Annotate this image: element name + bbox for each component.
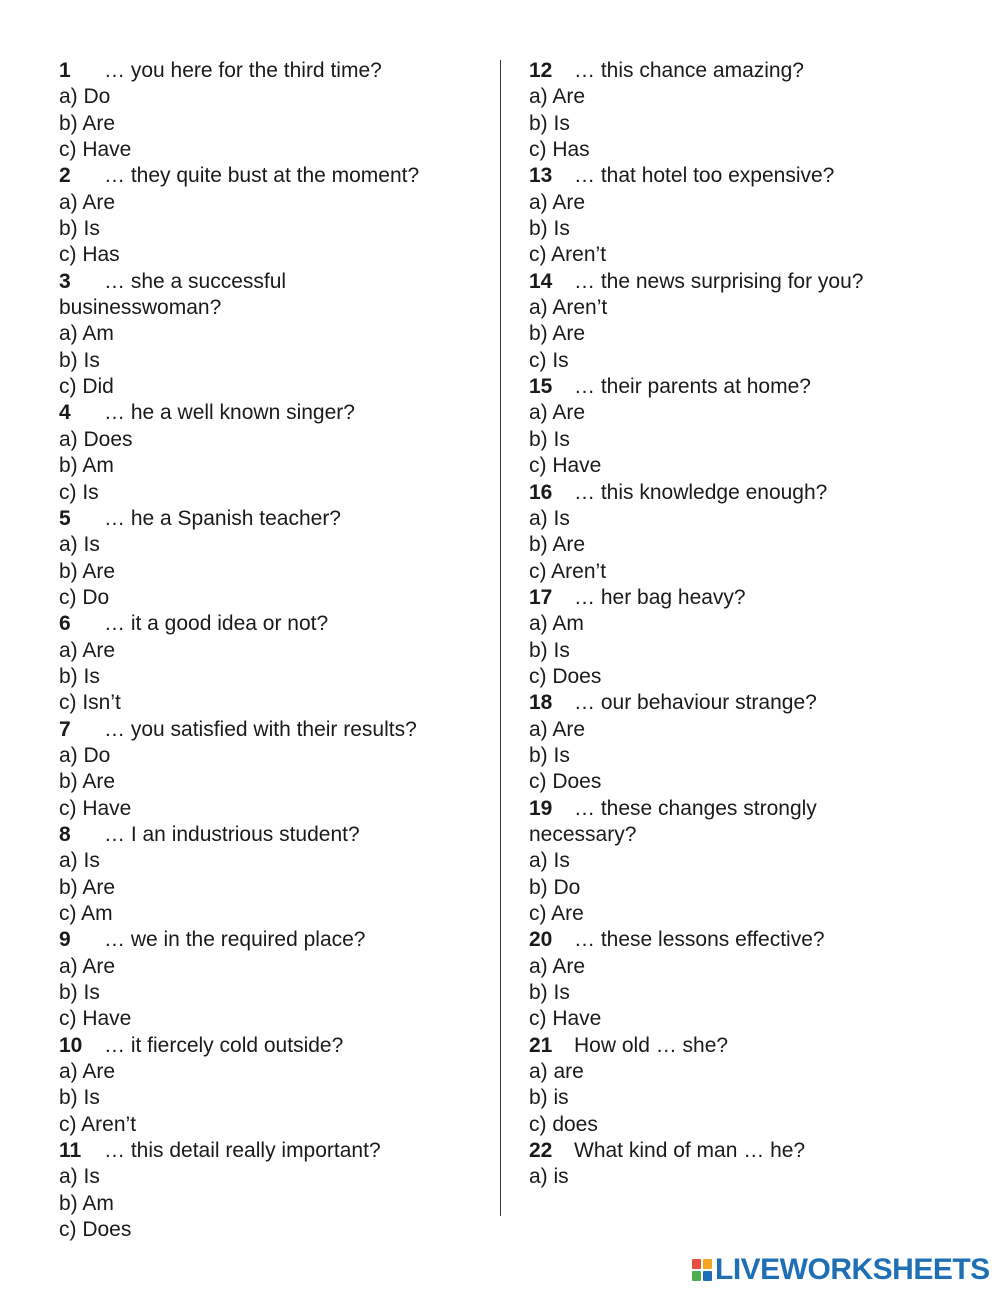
question-14 (529, 269, 949, 295)
answer-option: a) is (529, 1165, 569, 1189)
answer-option: c) Have (59, 1007, 132, 1031)
question-text: … I an industrious student? (104, 822, 360, 846)
answer-option: a) Are (529, 190, 586, 214)
answer-option: c) Does (59, 1218, 132, 1242)
question-12 (529, 58, 949, 84)
column-divider (500, 60, 501, 1216)
question-number: 4 (59, 401, 71, 425)
answer-option: a) Is (59, 533, 100, 557)
question-number: 19 (529, 796, 553, 820)
question-number: 7 (59, 717, 71, 741)
question-text: … it a good idea or not? (104, 612, 329, 636)
question-number: 12 (529, 59, 553, 82)
answer-option: b) Am (59, 1191, 114, 1215)
question-text: … our behaviour strange? (574, 691, 817, 715)
answer-option: c) Has (59, 243, 120, 267)
answer-option: c) Has (529, 138, 590, 162)
question-text: … their parents at home? (574, 375, 811, 399)
answer-option: c) Does (529, 770, 602, 794)
logo-tile-3 (692, 1271, 701, 1281)
answer-option: a) Do (59, 743, 111, 767)
answer-option: b) Are (529, 322, 586, 346)
question-number: 8 (59, 822, 71, 846)
answer-option: b) Is (529, 217, 570, 241)
answer-option: c) Are (529, 902, 584, 925)
answer-option: b) Is (59, 217, 100, 241)
question-9 (59, 927, 479, 953)
answer-option: c) Have (529, 454, 602, 478)
question-7 (59, 717, 479, 743)
question-19 (529, 796, 949, 822)
answer-option: b) Is (529, 111, 570, 135)
question-17 (529, 585, 949, 611)
question-text: … it fiercely cold outside? (104, 1033, 344, 1057)
answer-option: c) Is (59, 480, 99, 504)
question-text-continued: necessary? (529, 822, 637, 846)
question-number: 10 (59, 1033, 83, 1057)
question-text: … he a well known singer? (104, 401, 355, 425)
question-text: … she a successful (104, 269, 287, 293)
answer-option: b) Are (59, 559, 116, 583)
question-number: 5 (59, 506, 71, 530)
answer-option: c) Have (59, 138, 132, 162)
answer-option: a) Is (529, 849, 570, 873)
logo-tile-4 (703, 1271, 712, 1281)
answer-option: c) Have (59, 796, 132, 820)
answer-option: a) are (529, 1060, 584, 1084)
question-3 (59, 269, 479, 295)
question-16 (529, 480, 949, 506)
question-text: … they quite bust at the moment? (104, 164, 420, 188)
question-text: … you here for the third time? (104, 59, 382, 82)
answer-option: a) Aren’t (529, 296, 608, 320)
question-text: … this detail really important? (104, 1139, 381, 1163)
question-number: 11 (59, 1139, 82, 1163)
question-18 (529, 690, 949, 716)
answer-option: b) Is (529, 427, 570, 451)
answer-option: c) Aren’t (59, 1112, 137, 1136)
answer-option: a) Am (59, 322, 114, 346)
question-number: 21 (529, 1033, 553, 1057)
answer-option: a) Are (59, 954, 116, 978)
logo-tile-1 (692, 1259, 701, 1269)
question-text: … her bag heavy? (574, 585, 746, 609)
answer-option: b) Is (529, 743, 570, 767)
left-column (59, 58, 479, 1243)
answer-option: a) Are (529, 401, 586, 425)
question-6 (59, 611, 479, 637)
question-text: … that hotel too expensive? (574, 164, 835, 188)
answer-option: a) Is (529, 506, 570, 530)
answer-option: a) Is (59, 1165, 100, 1189)
question-22 (529, 1138, 949, 1164)
question-number: 17 (529, 585, 553, 609)
question-text: … we in the required place? (104, 928, 366, 952)
answer-option: b) Is (59, 981, 100, 1005)
question-text: … these lessons effective? (574, 928, 825, 952)
question-text: What kind of man … he? (574, 1139, 806, 1163)
question-text: … the news surprising for you? (574, 269, 864, 293)
logo-tile-2 (703, 1259, 712, 1269)
answer-option: a) Are (59, 1060, 116, 1084)
question-number: 14 (529, 269, 553, 293)
question-number: 18 (529, 691, 553, 715)
answer-option: c) Aren’t (529, 559, 607, 583)
liveworksheets-logo-icon (692, 1259, 712, 1281)
answer-option: a) Are (529, 85, 586, 109)
question-text: … this knowledge enough? (574, 480, 828, 504)
answer-option: c) Am (59, 902, 113, 925)
answer-option: a) Are (59, 638, 116, 662)
answer-option: b) Is (529, 981, 570, 1005)
question-10 (59, 1033, 479, 1059)
answer-option: a) Are (529, 954, 586, 978)
liveworksheets-logo (692, 1255, 990, 1285)
answer-option: b) Is (59, 664, 100, 688)
answer-option: b) is (529, 1086, 569, 1110)
question-1 (59, 58, 479, 84)
answer-option: c) Do (59, 585, 110, 609)
answer-option: b) Are (59, 111, 116, 135)
answer-option: a) Is (59, 849, 100, 873)
right-column (529, 58, 949, 1191)
question-text-continued: businesswoman? (59, 296, 222, 320)
question-text: … you satisfied with their results? (104, 717, 417, 741)
answer-option: b) Is (529, 638, 570, 662)
question-15 (529, 374, 949, 400)
question-number: 3 (59, 269, 71, 293)
question-number: 6 (59, 612, 71, 636)
answer-option: b) Do (529, 875, 581, 899)
answer-option: b) Are (59, 875, 116, 899)
answer-option: a) Am (529, 612, 584, 636)
answer-option: c) Have (529, 1007, 602, 1031)
question-number: 9 (59, 928, 71, 952)
question-13 (529, 163, 949, 189)
question-text: How old … she? (574, 1033, 729, 1057)
answer-option: a) Do (59, 85, 111, 109)
question-4 (59, 400, 479, 426)
answer-option: c) Did (59, 375, 114, 399)
answer-option: a) Are (529, 717, 586, 741)
question-21 (529, 1033, 949, 1059)
answer-option: c) Is (529, 348, 569, 372)
answer-option: b) Are (529, 533, 586, 557)
answer-option: b) Is (59, 348, 100, 372)
logo-text: LIVEWORKSHEETS (715, 1253, 990, 1286)
question-20 (529, 927, 949, 953)
answer-option: b) Am (59, 454, 114, 478)
answer-option: b) Are (59, 770, 116, 794)
answer-option: c) Does (529, 664, 602, 688)
answer-option: a) Does (59, 427, 133, 451)
answer-option: c) Isn’t (59, 691, 121, 715)
question-text: … he a Spanish teacher? (104, 506, 341, 530)
question-number: 2 (59, 164, 71, 188)
question-number: 20 (529, 928, 553, 952)
answer-option: c) Aren’t (529, 243, 607, 267)
question-number: 15 (529, 375, 553, 399)
question-5 (59, 506, 479, 532)
answer-option: c) does (529, 1112, 598, 1136)
question-number: 13 (529, 164, 553, 188)
question-number: 22 (529, 1139, 553, 1163)
question-number: 16 (529, 480, 553, 504)
question-text: … this chance amazing? (574, 59, 804, 82)
question-2 (59, 163, 479, 189)
answer-option: b) Is (59, 1086, 100, 1110)
answer-option: a) Are (59, 190, 116, 214)
question-text: … these changes strongly (574, 796, 817, 820)
question-number: 1 (59, 59, 71, 82)
question-8 (59, 822, 479, 848)
question-11 (59, 1138, 479, 1164)
